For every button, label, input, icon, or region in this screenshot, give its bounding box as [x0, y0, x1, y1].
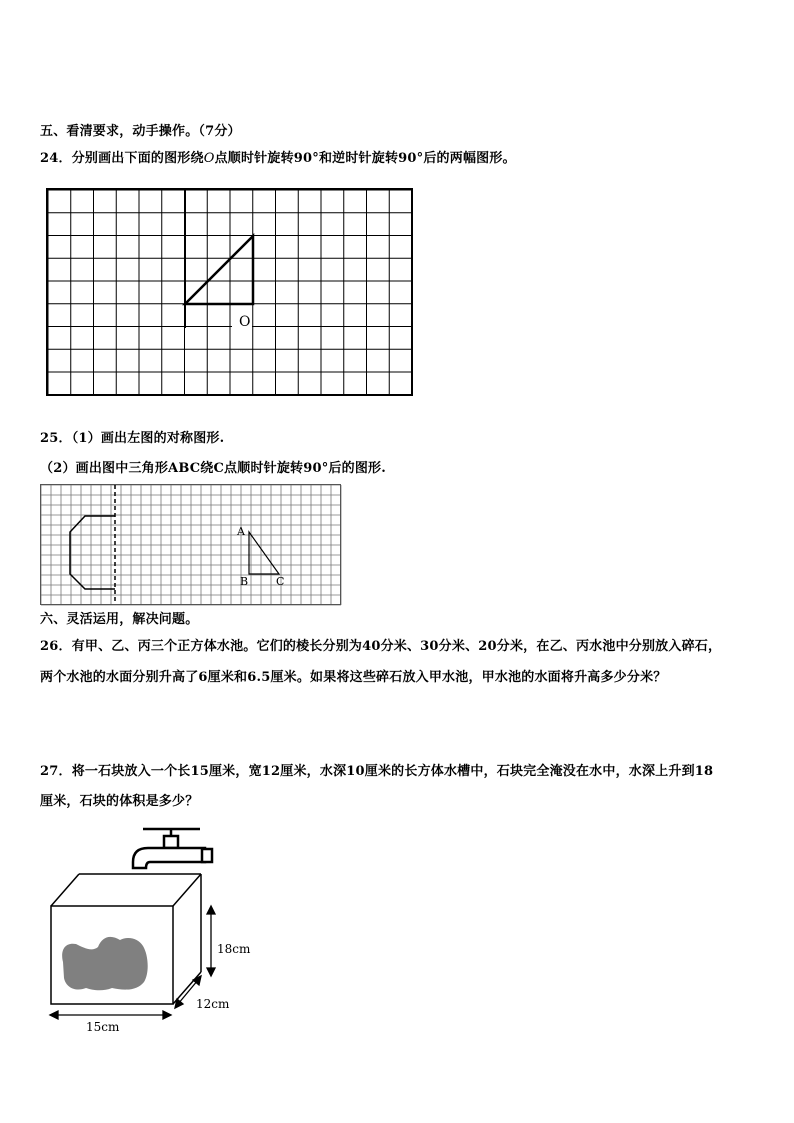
section-6-title: 六、灵活运用，解决问题。: [40, 612, 199, 627]
question-25-part2: （2）画出图中三角形ABC绕C点顺时针旋转90°后的图形.: [40, 461, 386, 476]
question-25-part1: 25．（1）画出左图的对称图形.: [40, 431, 225, 446]
q24-grid-lines: [48, 190, 412, 394]
q25-triangle-abc: [249, 532, 279, 574]
q27-tank-figure: [40, 822, 270, 1037]
q25-grid-lines: [41, 485, 341, 605]
q24-point-label: O: [239, 314, 251, 330]
tank-width-label: 12cm: [196, 997, 230, 1011]
stone-shape: [62, 937, 148, 990]
q25-label-a: A: [237, 525, 245, 538]
question-24-text: [40, 147, 516, 166]
tank-length-label: 15cm: [86, 1020, 120, 1034]
q25-label-c: C: [276, 575, 285, 588]
faucet-icon: [133, 829, 212, 868]
tank-height-label: 18cm: [217, 942, 251, 956]
q25-grid-border: [41, 485, 341, 605]
question-27-line1: 27．将一石块放入一个长15厘米，宽12厘米，水深10厘米的长方体水槽中，石块完全淹没在水中，水深上升到18: [40, 764, 714, 779]
question-27-line2: 厘米，石块的体积是多少？: [40, 794, 199, 809]
q24-text-start: 24．分别画出下面的图形绕: [40, 151, 204, 166]
q25-grid-figure: [40, 484, 342, 606]
q24-grid-figure: [46, 188, 416, 400]
question-26-line1: 26．有甲、乙、丙三个正方体水池。它们的棱长分别为40分米、30分米、20分米，在乙、丙水池中分别放入碎石，: [40, 639, 722, 654]
q24-triangle: [185, 236, 253, 304]
q25-half-shape: [70, 516, 115, 589]
section-5-title: 五、看清要求，动手操作。（7分）: [40, 124, 241, 139]
q24-text-end: 点顺时针旋转90°和逆时针旋转90°后的两幅图形。: [214, 151, 516, 166]
q24-point-o: O: [203, 151, 215, 166]
question-26-line2: 两个水池的水面分别升高了6厘米和6.5厘米。如果将这些碎石放入甲水池，甲水池的水面将升高多少分米？: [40, 670, 667, 685]
q25-label-b: B: [240, 575, 249, 588]
